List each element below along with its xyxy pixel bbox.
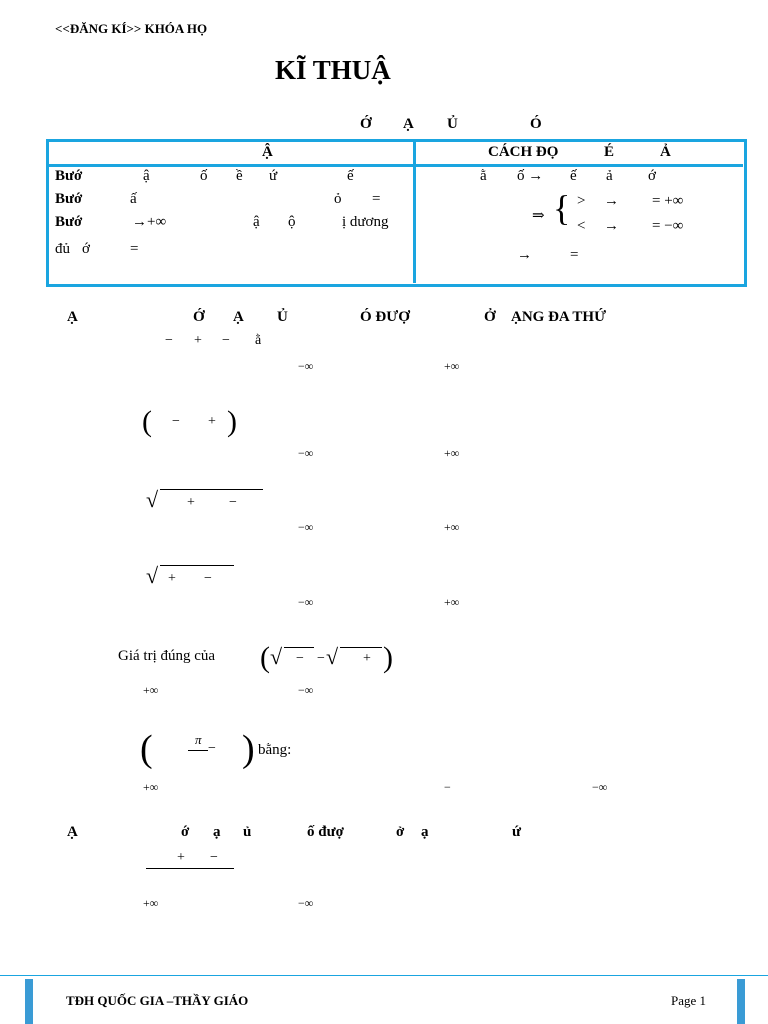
expr-part: − — [296, 651, 304, 666]
method-text: = +∞ — [652, 193, 684, 209]
heading-part: Ớ — [193, 309, 205, 325]
method-text: = — [570, 247, 579, 263]
answer-option[interactable]: −∞ — [298, 683, 314, 697]
answer-option[interactable]: +∞ — [444, 520, 460, 534]
table-column-divider — [413, 141, 416, 283]
table-border — [46, 139, 747, 287]
sqrt-icon: √ — [270, 644, 283, 669]
step-text: = — [130, 241, 139, 257]
step-text: ế — [347, 168, 354, 184]
step-text: ố — [200, 168, 208, 184]
brace-symbol: { — [553, 188, 571, 228]
step-text: ộ — [288, 214, 296, 230]
paren-close: ) — [383, 641, 393, 674]
intro-part: + — [194, 333, 202, 348]
expr-part: − — [210, 850, 218, 865]
answer-option[interactable]: −∞ — [298, 359, 314, 373]
answer-option[interactable]: +∞ — [143, 683, 159, 697]
paren-open: ( — [140, 728, 153, 770]
expr-part: − — [208, 741, 216, 756]
heading-part: ứ — [512, 824, 522, 840]
step-text: ậ — [253, 214, 260, 230]
step-label: Bướ — [55, 214, 83, 230]
intro-part: ằ — [255, 333, 262, 348]
sqrt-icon: √ — [146, 563, 159, 588]
step-text: ấ — [130, 191, 137, 207]
expr-part: + — [187, 495, 195, 510]
expr-part: − — [317, 651, 325, 666]
page-title: KĨ THUẬ — [275, 55, 391, 85]
answer-option[interactable]: −∞ — [298, 595, 314, 609]
intro-part: − — [222, 333, 230, 348]
answer-option[interactable]: +∞ — [444, 359, 460, 373]
sqrt-icon: √ — [146, 487, 159, 512]
heading-part: ẠNG ĐA THỨ — [511, 309, 607, 325]
footer-left-bar — [25, 979, 33, 1024]
table-header-left: Ậ — [262, 144, 273, 160]
method-text: → — [604, 218, 619, 234]
footer-divider — [0, 975, 768, 976]
step-text: ứ — [269, 168, 278, 184]
intro-part: − — [165, 333, 173, 348]
method-text: ằ — [480, 168, 487, 184]
sqrt-bar — [340, 647, 382, 648]
sqrt-bar — [160, 565, 234, 566]
table-header-right: Ả — [660, 144, 671, 160]
subtitle-part: Ạ — [403, 116, 414, 132]
step-text: ỏ — [334, 191, 342, 207]
answer-option[interactable]: −∞ — [298, 520, 314, 534]
heading-part: ủ — [243, 824, 252, 840]
step-text: ề — [236, 168, 243, 184]
page-number: Page 1 — [671, 993, 707, 1008]
heading-part: Ạ — [67, 824, 78, 840]
answer-option[interactable]: −∞ — [592, 780, 608, 794]
expr-part: − — [229, 495, 237, 510]
fraction-line — [146, 868, 234, 869]
expr-part: + — [177, 850, 185, 865]
method-text: → — [517, 247, 532, 263]
answer-option[interactable]: +∞ — [143, 780, 159, 794]
step-text: ị dương — [342, 214, 389, 230]
table-header-right: CÁCH ĐỌ — [488, 144, 559, 160]
subtitle-part: Ớ — [360, 116, 372, 132]
method-text: → — [604, 193, 619, 209]
heading-part: Ó ĐƯỢ — [360, 309, 410, 325]
paren-close: ) — [227, 405, 237, 438]
heading-part: ớ — [181, 824, 190, 840]
implies-symbol: ⇒ — [532, 208, 545, 224]
expr-part: π — [195, 732, 202, 747]
subtitle-part: Ó — [530, 116, 542, 132]
method-text: ả — [606, 168, 613, 184]
question-text: bằng: — [258, 742, 292, 758]
heading-part: ở — [396, 824, 405, 840]
table-header-divider — [48, 164, 743, 167]
subtitle-part: Ủ — [447, 116, 458, 132]
paren-open: ( — [142, 405, 152, 438]
footer-text: TĐH QUỐC GIA –THẦY GIÁO — [66, 993, 249, 1008]
step-text: = — [372, 191, 381, 207]
expr-part: + — [363, 651, 371, 666]
answer-option[interactable]: − — [444, 780, 451, 794]
step-text: ớ — [82, 241, 90, 257]
answer-option[interactable]: −∞ — [298, 896, 314, 910]
step-text: ậ — [143, 168, 150, 184]
paren-close: ) — [242, 728, 255, 770]
answer-option[interactable]: +∞ — [143, 896, 159, 910]
step-label: Bướ — [55, 191, 83, 207]
sqrt-bar — [284, 647, 314, 648]
heading-part: Ở — [484, 309, 496, 325]
sqrt-bar — [160, 489, 263, 490]
method-text: ế — [570, 168, 577, 184]
heading-part: Ủ — [277, 309, 288, 325]
step-label: Bướ — [55, 168, 83, 184]
expr-part: + — [168, 571, 176, 586]
step-text: →+∞ — [132, 214, 167, 230]
heading-part: ạ — [213, 824, 221, 840]
heading-part: Ạ — [67, 309, 78, 325]
table-header-right: É — [604, 144, 615, 160]
method-text: ố → — [517, 168, 544, 184]
registration-link[interactable]: <<ĐĂNG KÍ>> KHÓA HỌ — [55, 21, 208, 36]
question-text: Giá trị đúng của — [118, 648, 216, 664]
footer-right-bar — [737, 979, 745, 1024]
fraction-line — [188, 750, 208, 751]
method-text: ớ — [648, 168, 656, 184]
expr-part: − — [204, 571, 212, 586]
answer-option[interactable]: −∞ — [298, 446, 314, 460]
answer-option[interactable]: +∞ — [444, 446, 460, 460]
heading-part: ạ — [421, 824, 429, 840]
answer-option[interactable]: +∞ — [444, 595, 460, 609]
step-text: đủ — [55, 241, 70, 257]
heading-part: ố đượ — [307, 824, 344, 840]
method-text: > — [577, 193, 586, 209]
expr-part: + — [208, 414, 216, 429]
heading-part: Ạ — [233, 309, 244, 325]
expr-part: − — [172, 414, 180, 429]
sqrt-icon: √ — [326, 644, 339, 669]
method-text: = −∞ — [652, 218, 684, 234]
method-text: < — [577, 218, 586, 234]
paren-open: ( — [260, 641, 270, 674]
